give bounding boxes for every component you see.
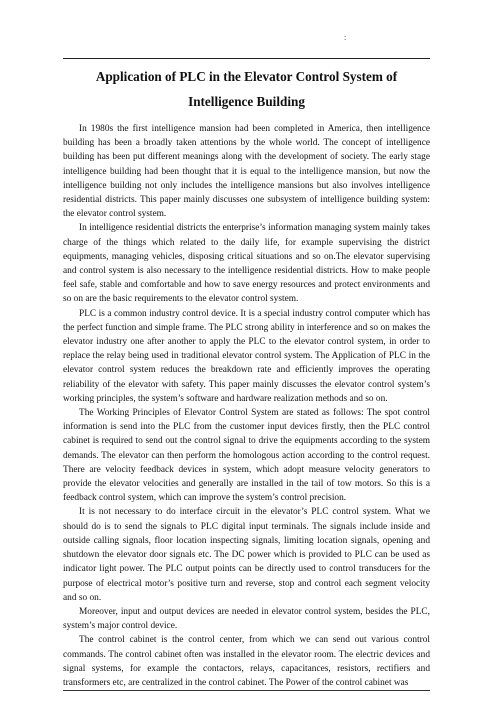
paragraph-residential-districts: In intelligence residential districts the enterprise’s information managing system mainly takes charge of the things which related to the daily life, for example supervising the district equipments, managing vehicles, disposing critical situations and so on.The elevator supervising and control system is also necessary to the intelligence residential districts. How to make people feel safe, stable and comfortable and how to save energy resources and protect environments and so on are the basic requirements to the elevator control system. xyxy=(63,223,430,305)
title-line-1: Application of PLC in the Elevator Control System of xyxy=(95,69,398,84)
paragraph-interface-circuit: It is not necessary to do interface circuit in the elevator’s PLC control system. What we should do is to send the signals to PLC digital input terminals. The signals include inside and outside calling signals, floor location inspecting signals, limiting location signals, opening and shutdown the elevator door signals etc. The DC power which is provided to PLC can be used as indicator light power. The PLC output points can be directly used to control transducers for the purpose of electrical motor’s positive turn and reverse, stop and control each segment velocity and so on. xyxy=(63,507,430,603)
title-line-2: Intelligence Building xyxy=(188,94,305,109)
paragraph-working-principles: The Working Principles of Elevator Control System are stated as follows: The spot control information is send into the PLC from the customer input devices firstly, then the PLC control cabinet is required to send out the control signal to drive the equipments according to the system demands. The elevator can then perform the homologous action according to the control request. There are velocity feedback devices in system, which adopt measure velocity generators to provide the elevator velocities and generally are installed in the tail of tow motors. So this is a feedback control system, which can improve the system’s control precision. xyxy=(63,408,430,504)
page-mark: : xyxy=(344,33,347,42)
paragraph-control-cabinet: The control cabinet is the control center, from which we can send out various control commands. The control cabinet often was installed in the elevator room. The electric devices and signal systems, for example the contactors, relays, capacitances, resistors, rectifiers and transformers etc, are centralized in the control cabinet. The Power of the control cabinet was xyxy=(63,633,430,691)
header-rule xyxy=(63,58,430,59)
paragraph-plc-overview: PLC is a common industry control device. It is a special industry control computer which has the perfect function and simple frame. The PLC strong ability in interference and so on makes the elevator industry one after another to apply the PLC to the elevator control system, in order to replace the relay being used in traditional elevator control system. The Application of PLC in the elevator control system reduces the breakdown rate and efficiently improves the operating reliability of the elevator with safety. This paper mainly discusses the elevator control system’s working principles, the system’s software and hardware realization methods and so on. xyxy=(63,308,430,404)
paragraph-io-devices: Moreover, input and output devices are needed in elevator control system, besides the PLC, system’s major control device. xyxy=(63,606,430,632)
paragraph-introduction: In 1980s the first intelligence mansion had been completed in America, then intelligence building has been a broadly taken attentions by the whole world. The concept of intelligence building has been put different meanings along with the development of society. The early stage intelligence building had been thought that it is equal to the intelligence mansion, but now the intelligence building not only includes the intelligence mansions but also involves intelligence residential districts. This paper mainly discusses one subsystem of intelligence building system: the elevator control system. xyxy=(63,124,430,220)
document-title xyxy=(63,64,430,114)
document-body xyxy=(63,122,430,691)
